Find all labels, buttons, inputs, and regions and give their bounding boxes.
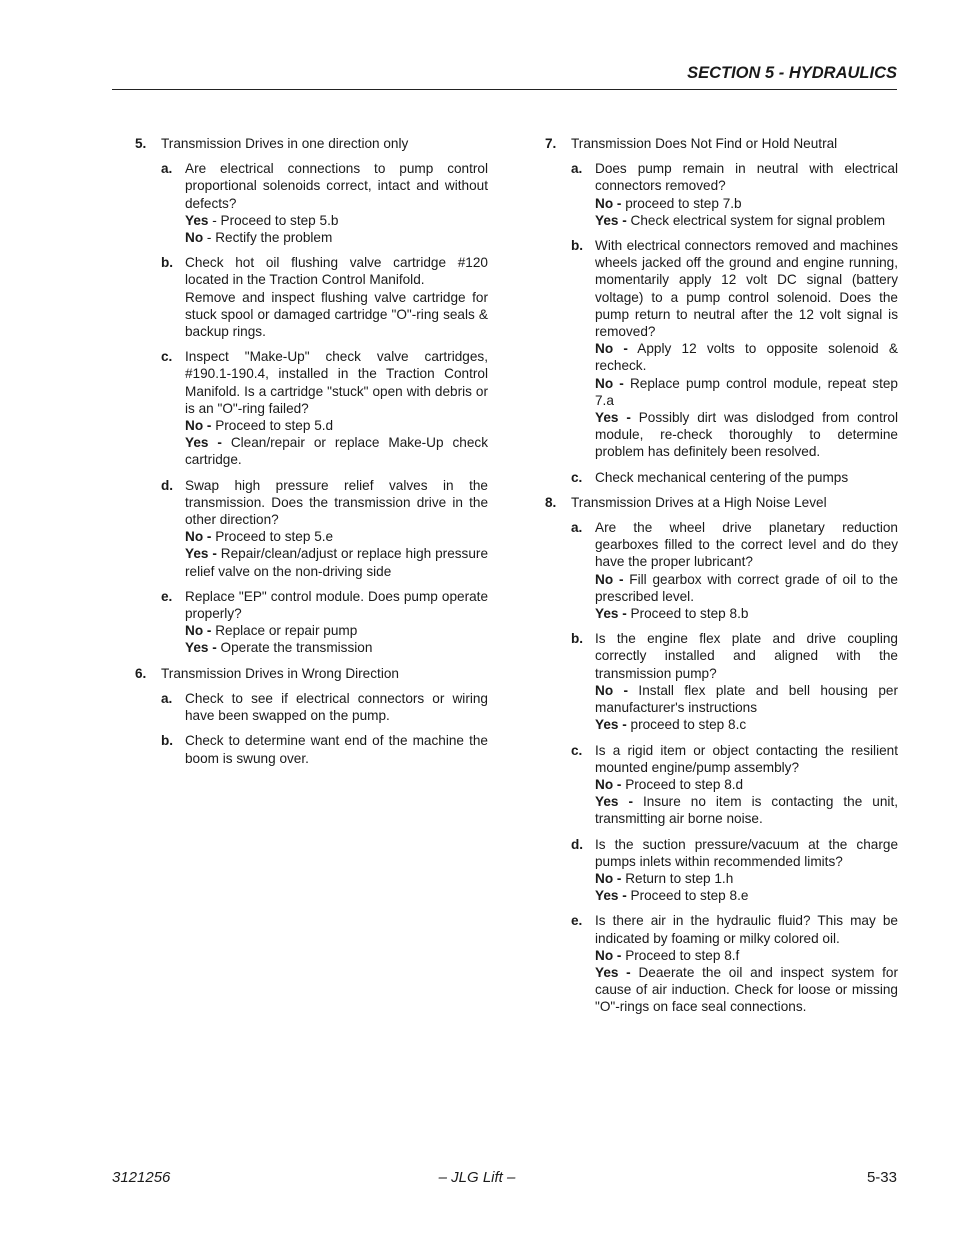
substep-text: Is the suction pressure/vacuum at the charge pumps inlets within recommended limits? — [595, 836, 898, 869]
substep-5b — [161, 254, 488, 340]
substep-letter: a. — [571, 161, 583, 177]
answer-yes: Yes - Proceed to step 8.b — [595, 606, 749, 622]
answer-no: No - Install flex plate and bell housing per manufacturer's instructions — [595, 682, 898, 716]
answer-no: No - Proceed to step 5.d — [185, 418, 334, 434]
answer-no: No - proceed to step 7.b — [595, 195, 742, 211]
substep-5e — [161, 588, 488, 657]
substep-8e — [571, 912, 898, 1015]
answer-yes: Yes - proceed to step 8.c — [595, 717, 747, 733]
substep-text: Swap high pressure relief valves in the transmission. Does the transmission drive in the other direction? — [185, 477, 488, 528]
right-column — [545, 135, 898, 1024]
step-number: 7. — [545, 136, 557, 151]
answer-no: No - Proceed to step 5.e — [185, 529, 334, 545]
substep-5d — [161, 477, 488, 580]
answer-no: No - Return to step 1.h — [595, 870, 734, 886]
substep-text: Check to see if electrical connectors or wiring have been swapped on the pump. — [185, 690, 488, 724]
substep-letter: a. — [161, 161, 173, 177]
substep-letter: e. — [571, 913, 583, 929]
publisher-footer: – JLG Lift – — [438, 1169, 516, 1186]
substep-text: Check to determine want end of the machine the boom is swung over. — [185, 733, 488, 766]
substep-letter: b. — [571, 238, 584, 254]
substep-5a — [161, 160, 488, 246]
substep-6a — [161, 690, 488, 724]
step-number: 5. — [135, 136, 147, 151]
answer-yes: Yes - Proceed to step 8.e — [595, 888, 749, 904]
answer-yes: Yes - Insure no item is contacting the unit, transmitting air borne noise. — [595, 794, 898, 827]
answer-no: No - Proceed to step 8.d — [595, 776, 744, 792]
step-number: 8. — [545, 494, 557, 510]
substep-8d — [571, 836, 898, 905]
header-rule — [112, 89, 897, 90]
answer-yes: Yes - Operate the transmission — [185, 640, 373, 656]
answer-no: No - Replace or repair pump — [185, 623, 358, 639]
substep-text: Check hot oil flushing valve cartridge #120 located in the Traction Control Manifold. — [185, 255, 488, 288]
answer-yes: Yes - Possibly dirt was dislodged from control module, re-check thoroughly to determine problem has definitely been resolved. — [595, 410, 898, 460]
answer-yes: Yes - Clean/repair or replace Make-Up check cartridge. — [185, 435, 488, 468]
step-6 — [135, 665, 488, 767]
substep-text: Replace "EP" control module. Does pump operate properly? — [185, 588, 488, 622]
answer-no: No - Apply 12 volts to opposite solenoid & recheck. — [595, 341, 898, 374]
substep-letter: b. — [571, 631, 584, 647]
step-title: Transmission Drives in one direction only — [161, 136, 409, 151]
substep-letter: a. — [571, 520, 583, 536]
step-title: Transmission Drives in Wrong Direction — [161, 665, 399, 681]
substep-text: Are electrical connections to pump control proportional solenoids correct, intact and without defects? — [185, 161, 488, 211]
page-number: 5-33 — [866, 1169, 897, 1186]
answer-no: No - Fill gearbox with correct grade of oil to the prescribed level. — [595, 571, 898, 604]
answer-no-2: No - Replace pump control module, repeat step 7.a — [595, 375, 898, 408]
substep-text: With electrical connectors removed and machines wheels jacked off the ground and engine running, momentarily apply 12 volt DC signal (battery voltage) to a pump control solenoid. Does the pump return to neutral after the 12 volt signal is removed? — [595, 238, 898, 340]
step-5 — [135, 135, 488, 657]
substep-8a — [571, 519, 898, 622]
substep-8b — [571, 630, 898, 733]
substep-text: Does pump remain in neutral with electrical connectors removed? — [595, 161, 898, 194]
substep-letter: d. — [571, 836, 584, 852]
answer-yes: Yes - Deaerate the oil and inspect system for cause of air induction. Check for loose or missing "O"-rings on face seal connections. — [595, 964, 898, 1015]
section-title: SECTION 5 - HYDRAULICS — [687, 64, 897, 82]
step-7 — [545, 135, 898, 486]
step-number: 6. — [135, 665, 147, 681]
substep-text: Are the wheel drive planetary reduction gearboxes filled to the correct level and do they have the proper lubricant? — [595, 520, 898, 570]
answer-yes: Yes - Repair/clean/adjust or replace high pressure relief valve on the non-driving side — [185, 546, 489, 579]
step-title: Transmission Does Not Find or Hold Neutral — [571, 136, 838, 151]
substep-7b — [571, 237, 898, 461]
step-8 — [545, 494, 898, 1016]
substep-letter: c. — [161, 349, 173, 365]
substep-text: Check mechanical centering of the pumps — [595, 469, 849, 485]
substep-6b — [161, 732, 488, 766]
answer-no: No - Rectify the problem — [185, 230, 333, 246]
substep-letter: c. — [571, 742, 583, 758]
substep-7c — [571, 469, 898, 486]
substep-7a — [571, 160, 898, 229]
substep-text: Is there air in the hydraulic fluid? This may be indicated by foaming or milky colored oil. — [595, 913, 898, 946]
doc-number: 3121256 — [112, 1169, 171, 1186]
substep-letter: b. — [161, 255, 174, 271]
substep-text: Is the engine flex plate and drive coupling correctly installed and aligned with the transmission pump? — [595, 631, 898, 681]
step-title: Transmission Drives at a High Noise Level — [571, 494, 827, 510]
substep-letter: e. — [161, 588, 173, 604]
substep-letter: d. — [161, 477, 174, 493]
left-column — [135, 135, 488, 775]
substep-text: Inspect "Make-Up" check valve cartridges, #190.1-190.4, installed in the Traction Control Manifold. Is a cartridge "stuck" open with debris or is an "O"-ring failed? — [185, 349, 488, 416]
substep-text: Is a rigid item or object contacting the resilient mounted engine/pump assembly? — [595, 742, 898, 775]
answer-yes: Yes - Check electrical system for signal problem — [595, 212, 886, 228]
substep-letter: b. — [161, 733, 174, 749]
substep-8c — [571, 742, 898, 828]
substep-letter: c. — [571, 469, 583, 485]
substep-letter: a. — [161, 690, 173, 706]
substep-text-2: Remove and inspect flushing valve cartridge for stuck spool or damaged cartridge "O"-ring seals & backup rings. — [185, 289, 488, 340]
answer-yes: Yes - Proceed to step 5.b — [185, 212, 339, 228]
answer-no: No - Proceed to step 8.f — [595, 947, 740, 963]
substep-5c — [161, 348, 488, 468]
